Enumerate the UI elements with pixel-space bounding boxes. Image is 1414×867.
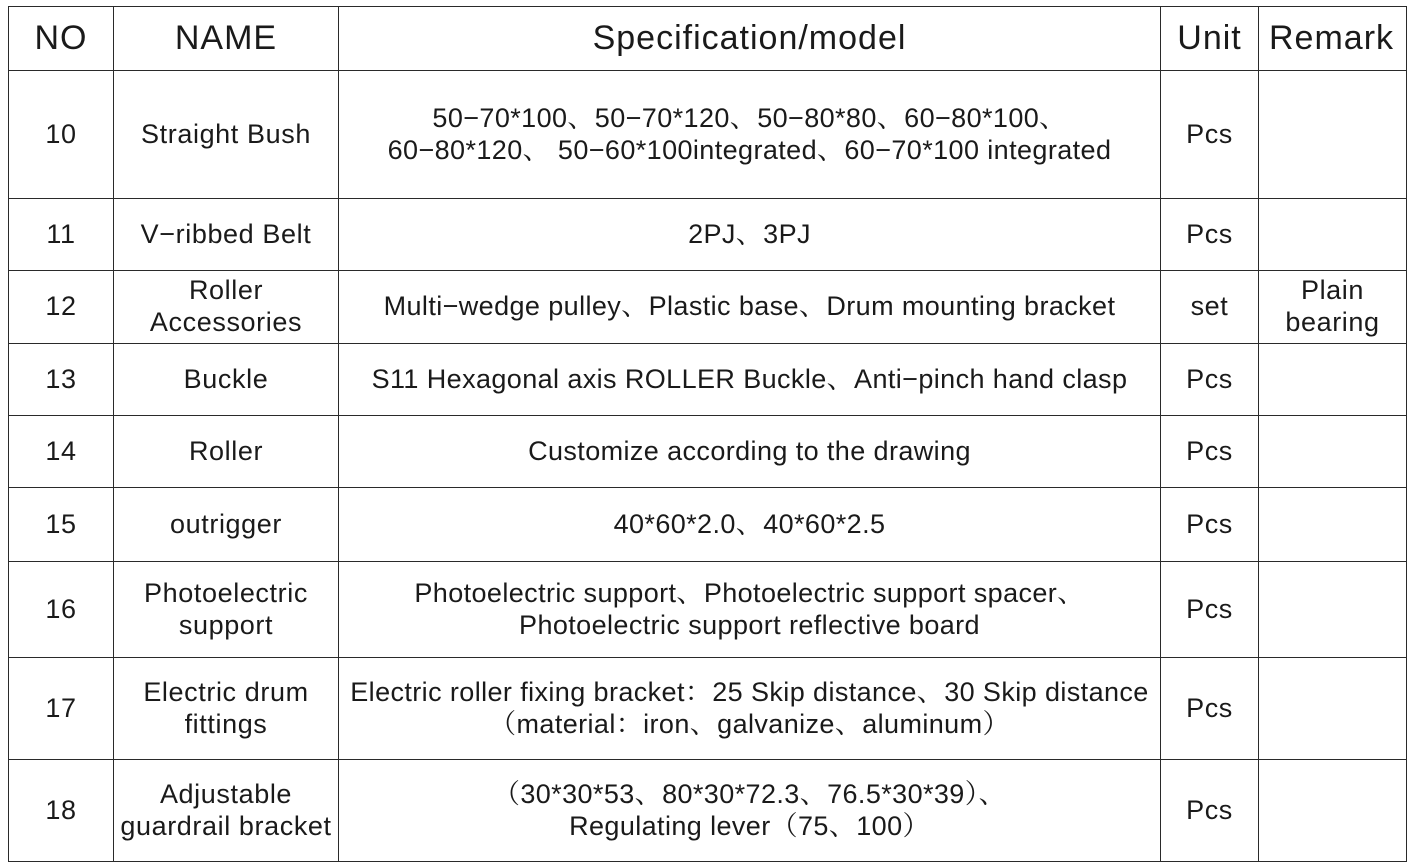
row-unit: Pcs: [1161, 416, 1259, 488]
row-remark: [1259, 199, 1407, 271]
row-no: 17: [9, 658, 114, 760]
row-name: Roller: [114, 416, 339, 488]
row-remark: [1259, 488, 1407, 562]
row-unit: set: [1161, 271, 1259, 344]
row-unit: Pcs: [1161, 760, 1259, 862]
header-name: NAME: [114, 7, 339, 71]
table-row: [9, 760, 1407, 862]
row-spec: （30*30*53、80*30*72.3、76.5*30*39）、Regulating lever（75、100）: [339, 760, 1161, 862]
row-remark: [1259, 562, 1407, 658]
header-no: NO: [9, 7, 114, 71]
row-name: V−ribbed Belt: [114, 199, 339, 271]
row-remark: [1259, 760, 1407, 862]
row-remark: [1259, 658, 1407, 760]
row-spec: Multi−wedge pulley、Plastic base、Drum mounting bracket: [339, 271, 1161, 344]
header-unit: Unit: [1161, 7, 1259, 71]
table-row: [9, 562, 1407, 658]
row-remark: [1259, 71, 1407, 199]
table-header-row: [9, 7, 1407, 71]
spec-sheet: [8, 6, 1406, 861]
row-spec: Electric roller fixing bracket：25 Skip distance、30 Skip distance （material：iron、galvanize、aluminum）: [339, 658, 1161, 760]
row-spec: 2PJ、3PJ: [339, 199, 1161, 271]
row-remark: Plain bearing: [1259, 271, 1407, 344]
row-no: 13: [9, 344, 114, 416]
table-row: [9, 271, 1407, 344]
table-row: [9, 658, 1407, 760]
row-unit: Pcs: [1161, 658, 1259, 760]
row-name: Straight Bush: [114, 71, 339, 199]
row-name: Electric drum fittings: [114, 658, 339, 760]
row-name: outrigger: [114, 488, 339, 562]
parts-table: [8, 6, 1407, 862]
row-unit: Pcs: [1161, 562, 1259, 658]
row-remark: [1259, 344, 1407, 416]
row-no: 10: [9, 71, 114, 199]
row-spec: 40*60*2.0、40*60*2.5: [339, 488, 1161, 562]
table-row: [9, 71, 1407, 199]
row-spec: Photoelectric support、Photoelectric support spacer、Photoelectric support reflective board: [339, 562, 1161, 658]
table-row: [9, 416, 1407, 488]
row-no: 12: [9, 271, 114, 344]
table-row: [9, 488, 1407, 562]
table-row: [9, 344, 1407, 416]
row-name: Photoelectric support: [114, 562, 339, 658]
row-spec: Customize according to the drawing: [339, 416, 1161, 488]
header-spec: Specification/model: [339, 7, 1161, 71]
row-name: Buckle: [114, 344, 339, 416]
row-unit: Pcs: [1161, 199, 1259, 271]
row-unit: Pcs: [1161, 71, 1259, 199]
row-unit: Pcs: [1161, 488, 1259, 562]
header-remark: Remark: [1259, 7, 1407, 71]
row-spec: S11 Hexagonal axis ROLLER Buckle、Anti−pinch hand clasp: [339, 344, 1161, 416]
row-no: 11: [9, 199, 114, 271]
row-name: Adjustable guardrail bracket: [114, 760, 339, 862]
row-remark: [1259, 416, 1407, 488]
row-no: 14: [9, 416, 114, 488]
row-spec: 50−70*100、50−70*120、50−80*80、60−80*100、60−80*120、 50−60*100integrated、60−70*100 integrated: [339, 71, 1161, 199]
row-no: 18: [9, 760, 114, 862]
row-no: 16: [9, 562, 114, 658]
row-unit: Pcs: [1161, 344, 1259, 416]
row-no: 15: [9, 488, 114, 562]
row-name: Roller Accessories: [114, 271, 339, 344]
table-row: [9, 199, 1407, 271]
